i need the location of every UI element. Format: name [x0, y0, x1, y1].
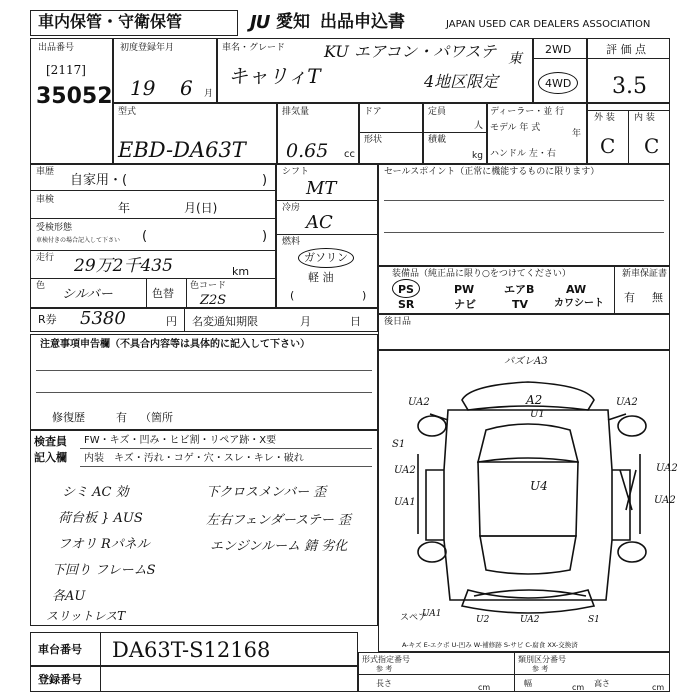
interior-label: 内 装: [634, 113, 655, 123]
fuel-label: 燃料: [282, 237, 301, 247]
inspector-label2: 記入欄: [34, 451, 67, 464]
length-label: 長さ: [376, 679, 392, 688]
receipt-paren: (: [142, 229, 148, 244]
model-name: キャリィT: [228, 64, 321, 88]
inspector-label1: 検査員: [34, 435, 67, 448]
class-ref: 参 考: [532, 665, 549, 673]
type-label: 型式: [118, 107, 137, 117]
color-change-label: 色替: [152, 287, 174, 300]
notes-label: 注意事項申告欄（不具合内容等は具体的に記入して下さい）: [40, 339, 310, 350]
score-label: 評 価 点: [606, 43, 646, 56]
bottom-mark-4: S1: [588, 615, 600, 625]
r-value: 5380: [80, 308, 126, 329]
equip-seat: カワシート: [554, 298, 604, 309]
model-label: 車名・グレード: [222, 43, 286, 53]
chassis: DA63T-S12168: [112, 638, 271, 662]
mark-ua2-rside: UA2: [656, 463, 678, 474]
displacement-unit: cc: [344, 149, 355, 160]
name-change-label: 名変通知期限: [192, 315, 258, 328]
wheel-rear-right: [618, 542, 646, 562]
aftermarket-label: 後日品: [384, 317, 412, 327]
diagram-body: [444, 410, 612, 600]
load-unit: kg: [472, 151, 483, 161]
drive-4wd: 4WD: [545, 77, 572, 90]
reg-year: 19: [130, 76, 156, 100]
equip-navi: ナビ: [454, 298, 476, 311]
sales-label: セールスポイント（正常に機能するものに限ります）: [384, 167, 600, 177]
form-label: 形式指定番号: [362, 655, 410, 664]
door-label: ドア: [364, 107, 382, 117]
lot-number: 35052: [36, 84, 113, 109]
warranty-label: 新車保証書: [622, 269, 668, 279]
ac: AC: [306, 212, 333, 233]
lot-sub: [2117]: [46, 63, 86, 77]
mark-s1: S1: [392, 439, 406, 450]
wheel-front-left: [418, 416, 446, 436]
warranty-yes: 有: [624, 291, 635, 304]
length-unit: cm: [478, 683, 491, 692]
equip-aw: AW: [566, 283, 587, 296]
width-label: 幅: [524, 679, 532, 688]
chassis-label: 車台番号: [38, 643, 82, 656]
english-name: JAPAN USED CAR DEALERS ASSOCIATION: [446, 19, 651, 30]
r-unit: 円: [166, 315, 177, 328]
bottom-mark-1: UA1: [422, 609, 442, 619]
dealer-label: ディーラー・並 行: [490, 107, 565, 117]
diagram-legend: A-キズ E-エクボ U-凹み W-補修跡 S-サビ C-腐食 XX-交換済: [402, 641, 578, 649]
handle-label: ハンドル 左・右: [490, 149, 556, 159]
inspection-month: 月(日): [184, 201, 218, 215]
equipment-label: 装備品（純正品に限り○をつけてください）: [392, 269, 571, 279]
name-change-day: 日: [350, 315, 361, 328]
interior-grade: C: [644, 134, 660, 158]
inspector-line2-label: 内装: [84, 453, 104, 464]
year-unit: 年: [572, 129, 582, 139]
mileage: 29万2千435: [74, 256, 173, 276]
usage-label: 車歴: [36, 167, 55, 177]
mark-u4: U4: [530, 479, 548, 493]
spare-label: スペア: [400, 613, 428, 623]
remark-9: エンジンルーム 錆 劣化: [210, 539, 348, 554]
reg-year-label: 初度登録年月: [120, 43, 175, 53]
storage-label: 車内保管・守衛保管: [38, 12, 183, 31]
mark-a2: A2: [526, 393, 543, 407]
remark-5: 各AU: [52, 589, 86, 604]
equip-ps: PS: [398, 283, 414, 296]
lot-label: 出品番号: [38, 43, 75, 53]
mileage-unit: km: [232, 265, 250, 278]
wheel-rear-left: [418, 542, 446, 562]
equip-tv: TV: [512, 298, 529, 311]
fuel-close: ): [362, 289, 367, 302]
reg-month: 6: [180, 76, 193, 100]
form-title: 出品申込書: [320, 12, 405, 32]
usage-close: ): [262, 173, 268, 188]
capacity-label: 定員: [428, 107, 447, 117]
load-label: 積載: [428, 135, 447, 145]
equip-sr: SR: [398, 298, 415, 311]
capacity-unit: 人: [474, 121, 484, 131]
color-code: Z2S: [200, 293, 227, 308]
shape-label: 形状: [364, 135, 383, 145]
height-unit: cm: [652, 683, 665, 692]
shift-label: シフト: [282, 167, 310, 177]
shift: MT: [306, 178, 337, 199]
r-label: R券: [38, 313, 57, 326]
repair-places: （箇所: [140, 411, 173, 424]
color-code-label: 色コード: [190, 281, 227, 291]
bottom-mark-2: U2: [476, 615, 490, 625]
diagram-rear: [480, 536, 576, 574]
height-label: 高さ: [594, 679, 610, 688]
equip-pw: PW: [454, 283, 475, 296]
remark-1: シミ AC 効: [62, 485, 129, 500]
mileage-label: 走行: [36, 253, 55, 263]
warranty-no: 無: [652, 291, 663, 304]
mark-ua2-right: UA2: [616, 397, 638, 408]
exterior-grade: C: [600, 134, 616, 158]
remark-8: 左右フェンダーステー 歪: [206, 513, 352, 528]
inspector-line2: キズ・汚れ・コゲ・穴・スレ・キレ・破れ: [114, 453, 304, 464]
color: シルバー: [62, 287, 113, 302]
inspector-line1: FW・キズ・凹み・ヒビ割・リペア跡・X要: [84, 435, 277, 446]
reg-label: 登録番号: [38, 673, 82, 686]
remark-4: 下回り フレームS: [52, 563, 156, 578]
exterior-label: 外 装: [594, 113, 615, 123]
receipt-close: ): [262, 229, 268, 244]
inspection-label: 車検: [36, 195, 55, 205]
org-name: 愛知: [276, 12, 310, 32]
mark-u1: U1: [530, 409, 545, 420]
drive-2wd: 2WD: [545, 43, 572, 56]
mark-ua2-left: UA2: [408, 397, 430, 408]
wheel-front-right: [618, 416, 646, 436]
diagram-cabin: [478, 424, 578, 462]
diagram-roof: [478, 462, 578, 536]
repair-label: 修復歴: [52, 411, 85, 424]
usage: 自家用・(: [70, 173, 128, 188]
receipt-label: 受検形態: [36, 223, 73, 233]
remark-2: 荷台板 } AUS: [58, 511, 143, 526]
fuel-alt: 軽 油: [308, 271, 334, 284]
displacement-label: 排気量: [282, 107, 310, 117]
rear-mark: 東: [508, 51, 522, 67]
fuel-paren: (: [290, 289, 295, 302]
model-year-label: モデル 年 式: [490, 123, 541, 133]
receipt-note: 車検付きの場合記入して下さい: [36, 237, 121, 244]
remark-7: 下クロスメンバー 歪: [206, 485, 327, 500]
mark-bumper: パズレA3: [504, 356, 548, 367]
color-label: 色: [36, 281, 46, 291]
remark-6: スリットレスT: [46, 609, 126, 623]
grade: KU エアコン・パワステ: [324, 42, 497, 61]
form-ref: 参 考: [376, 665, 393, 673]
width-unit: cm: [572, 683, 585, 692]
mark-ua1: UA1: [394, 497, 416, 508]
score: 3.5: [612, 74, 647, 99]
name-change-month: 月: [300, 315, 311, 328]
special: 4地区限定: [424, 72, 499, 91]
equip-airbag: エアB: [504, 283, 535, 296]
remark-3: フオリ Rパネル: [58, 537, 150, 552]
type-value: EBD-DA63T: [118, 138, 246, 162]
displacement: 0.65: [286, 140, 329, 162]
class-label: 類別区分番号: [518, 655, 566, 664]
mark-ua2-rlow: UA2: [654, 495, 676, 506]
mark-ua2-side: UA2: [394, 465, 416, 476]
bottom-mark-3: UA2: [520, 615, 540, 625]
ju-logo: JU: [250, 12, 270, 33]
repair-value: 有: [116, 411, 127, 424]
inspection-year: 年: [118, 201, 131, 215]
fuel: ガソリン: [304, 251, 348, 264]
reg-month-suffix: 月: [204, 89, 214, 99]
ac-label: 冷房: [282, 203, 301, 213]
